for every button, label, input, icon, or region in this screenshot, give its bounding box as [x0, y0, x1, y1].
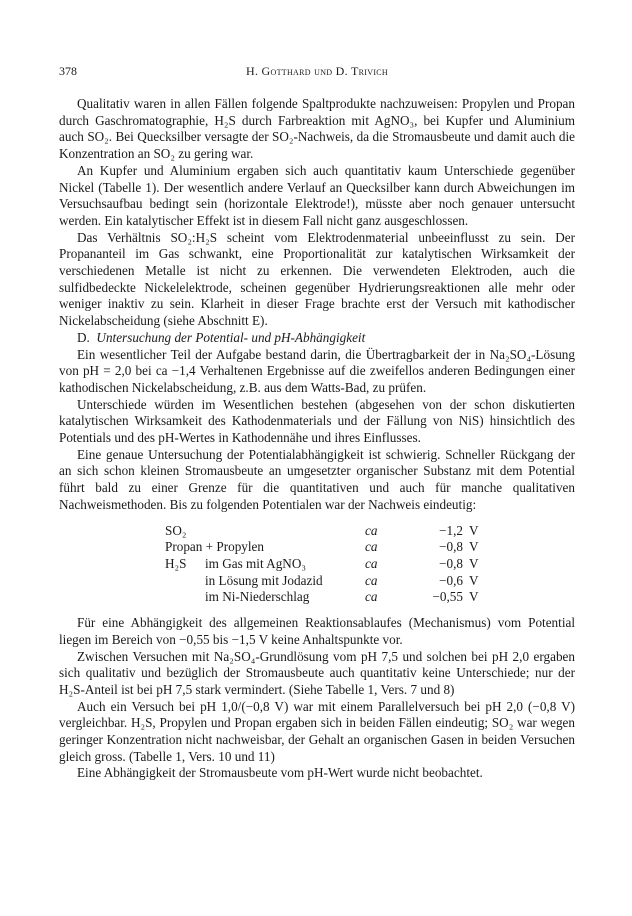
paragraph: Zwischen Versuchen mit Na₂SO₄-Grundlösung vom pH 7,5 und solchen bei pH 2,0 ergaben sich qualitativ und bezüglich der Stromausbeute auch quantitativ keine Unterschiede; nur der H₂S-Anteil ist bei pH 7,5 stark vermindert. (Siehe Tabelle 1, Vers. 7 und 8): [59, 648, 575, 697]
page-header: [59, 64, 575, 80]
table-cell-condition: in Lösung mit Jodazid: [205, 572, 323, 588]
table-cell-unit: V: [469, 555, 479, 571]
section-letter: D.: [77, 329, 90, 345]
section-title: Untersuchung der Potential- und pH-Abhängigkeit: [96, 329, 366, 345]
paragraph: Eine genaue Untersuchung der Potentialabhängigkeit ist schwierig. Schneller Rückgang der an sich schon kleinen Stromausbeute an umgesetzter organischer Substanz mit dem Potential führt bald zu einer Grenze für die quantitativen und auch für manche qualitativen Nachweismethoden. Bis zu folgenden Potentialen war der Nachweis eindeutig:: [59, 446, 575, 512]
table-cell-value: −0,55: [432, 589, 463, 605]
section-heading: [59, 330, 575, 347]
table-cell-value: −0,6: [439, 572, 463, 588]
table-row: [165, 556, 479, 573]
table-cell-unit: V: [469, 572, 479, 588]
table-cell-species: [165, 573, 205, 590]
table-cell-prefix: ca: [365, 572, 378, 588]
paragraph: Qualitativ waren in allen Fällen folgende Spaltprodukte nachzuweisen: Propylen und Propan durch Gaschromatographie, H₂S durch Farbreaktion mit AgNO₃, bei Kupfer und Aluminium auch SO₂. Bei Quecksilber versagte der SO₂-Nachweis, da die Stromausbeute und damit auch die Konzentration an SO₂ zu gering war.: [59, 96, 575, 162]
table-cell-value: −0,8: [439, 555, 463, 571]
table-cell-species: SO₂: [165, 522, 187, 538]
table-cell-species: Propan + Propylen: [165, 539, 265, 555]
table-row: [165, 539, 479, 556]
table-cell-prefix: ca: [365, 555, 378, 571]
table-cell-unit: V: [469, 589, 479, 605]
table-row: [165, 589, 479, 606]
table-cell-condition: im Gas mit AgNO₃: [205, 555, 306, 571]
running-head: H. Gotthard und D. Trivich: [245, 64, 389, 78]
table-cell-unit: V: [469, 522, 479, 538]
table-cell-prefix: ca: [365, 589, 378, 605]
page-number: 378: [59, 64, 77, 78]
table-row: [165, 573, 479, 590]
paragraph: An Kupfer und Aluminium ergaben sich auch quantitativ kaum Unterschiede gegenüber Nickel (Tabelle 1). Der wesentlich andere Verlauf an Quecksilber kann durch Abweichungen im Versuchsaufbau bedingt sein (horizontale Elektrode!), müsste aber noch genauer untersucht werden. Ein katalytischer Effekt ist in diesem Fall nicht ganz ausgeschlossen.: [59, 162, 575, 228]
table-cell-prefix: ca: [365, 539, 378, 555]
paragraph: Ein wesentlicher Teil der Aufgabe bestand darin, die Übertragbarkeit der in Na₂SO₄-Lösung von pH = 2,0 bei ca −1,4 Verhaltenen Ergebnisse auf die zweifellos anderen Bedingungen einer kathodischen Nickelabscheidung, z.B. aus dem Watts-Bad, zu prüfen.: [59, 346, 575, 395]
potential-table: [165, 523, 479, 607]
table-cell-unit: V: [469, 539, 479, 555]
table-cell-prefix: ca: [365, 522, 378, 538]
paragraph: Das Verhältnis SO₂:H₂S scheint vom Elektrodenmaterial unbeeinflusst zu sein. Der Propananteil im Gas schwankt, eine Proportionalität zur katalytischen Wirksamkeit der verschiedenen Metalle ist nicht zu erkennen. Die verwendeten Elektroden, auch die sulfidbedeckte Nickelelektrode, scheinen gegenüber Hydrierungsreaktionen alle mehr oder weniger inaktiv zu sein. Klarheit in dieser Frage brachte erst der Versuch mit kathodischer Nickelabscheidung (siehe Abschnitt E).: [59, 229, 575, 329]
table-cell-value: −0,8: [439, 539, 463, 555]
paragraph: Eine Abhängigkeit der Stromausbeute vom pH-Wert wurde nicht beobachtet.: [77, 765, 483, 781]
paragraph: Unterschiede würden im Wesentlichen bestehen (abgesehen von der schon diskutierten katalytischen Wirksamkeit des Kathodenmaterials und der Fällung von NiS) hinsichtlich des Potentials und des pH-Wertes in Kathodennähe und ihres Einflusses.: [59, 396, 575, 446]
table-cell-species: H₂S: [165, 555, 187, 571]
paragraph: Auch ein Versuch bei pH 1,0/(−0,8 V) war mit einem Parallelversuch bei pH 2,0 (−0,8 V) vergleichbar. H₂S, Propylen und Propan ergaben sich in beiden Fällen eindeutig; SO₂ war wegen geringer Konzentration nicht nachweisbar, der Gehalt an organischen Gasen in beiden Versuchen gleich gross. (Tabelle 1, Vers. 10 und 11): [59, 698, 575, 764]
table-cell-species: [165, 589, 205, 606]
table-cell-value: −1,2: [439, 522, 463, 538]
paragraph: Für eine Abhängigkeit des allgemeinen Reaktionsablaufes (Mechanismus) vom Potential liegen im Bereich von −0,55 bis −1,5 V keine Anhaltspunkte vor.: [59, 615, 575, 647]
table-cell-condition: im Ni-Niederschlag: [205, 589, 310, 605]
table-row: [165, 523, 479, 540]
body-text: [59, 96, 575, 782]
